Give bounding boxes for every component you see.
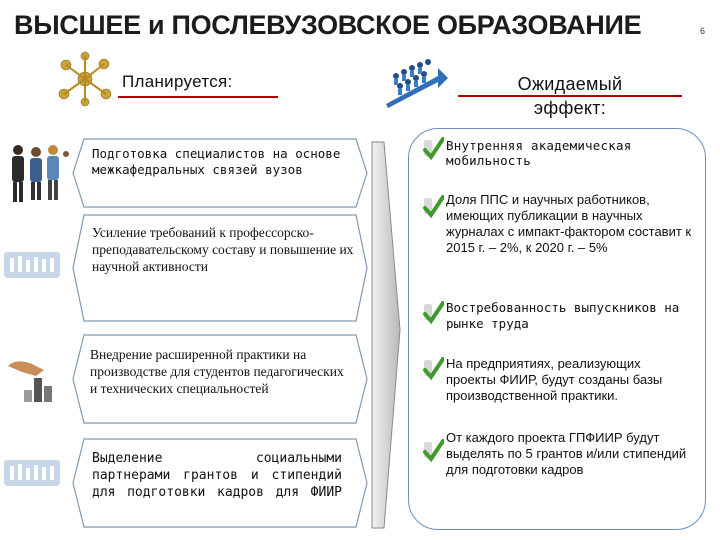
planned-item-2-text: Усиление требований к профессорско-преподавательскому составу и повышение их научной активности xyxy=(92,225,354,274)
page-number: 6 xyxy=(700,26,706,36)
expected-item-1: Внутренняя академическая мобильность xyxy=(446,138,632,168)
planned-item-1-text: Подготовка специалистов на основе межкафедральных связей вузов xyxy=(92,146,341,177)
planned-item-3 xyxy=(72,334,368,424)
planned-item-2 xyxy=(72,214,368,322)
check-icon xyxy=(422,438,444,464)
check-icon xyxy=(422,356,444,382)
expected-item-3: Востребованность выпускников на рынке труда xyxy=(446,300,680,331)
page-title: ВЫСШЕЕ и ПОСЛЕВУЗОВСКОЕ ОБРАЗОВАНИЕ xyxy=(14,10,642,40)
check-icon xyxy=(422,136,444,162)
expected-label-line1: Ожидаемый xyxy=(517,74,623,94)
hand-money-icon xyxy=(4,356,60,406)
people-bar-icon xyxy=(4,248,60,282)
check-icon xyxy=(422,194,444,220)
expected-underline xyxy=(458,95,682,97)
team-arrow-icon xyxy=(382,56,450,108)
planned-item-1 xyxy=(72,138,368,208)
planned-item-3-text: Внедрение расширенной практики на производстве для студентов педагогических и технических специальностей xyxy=(90,347,344,396)
expected-label-line2: эффект: xyxy=(533,98,607,118)
expected-item-4: На предприятиях, реализующих проекты ФИИР, будут созданы базы производственной практики. xyxy=(446,356,663,403)
expected-item-2: Доля ППС и научных работников, имеющих публикации в научных журналах с импакт-фактором составит к 2015 г. – 2%, к 2020 г. – 5% xyxy=(446,192,692,255)
expected-item-5: От каждого проекта ГПФИИР будут выделять по 5 грантов и/или стипендий для подготовки кадров xyxy=(446,430,687,477)
gear-network-icon xyxy=(54,50,116,108)
transition-arrow xyxy=(370,140,404,530)
planned-item-4-text: Выделение социальными партнерами грантов и стипендий для подготовки кадров для ФИИР xyxy=(92,451,342,500)
business-people-icon xyxy=(6,140,70,206)
planned-label: Планируется: xyxy=(122,72,233,91)
planned-item-4 xyxy=(72,438,368,528)
check-icon xyxy=(422,300,444,326)
planned-underline xyxy=(118,96,278,98)
people-bar-icon-2 xyxy=(4,456,60,490)
